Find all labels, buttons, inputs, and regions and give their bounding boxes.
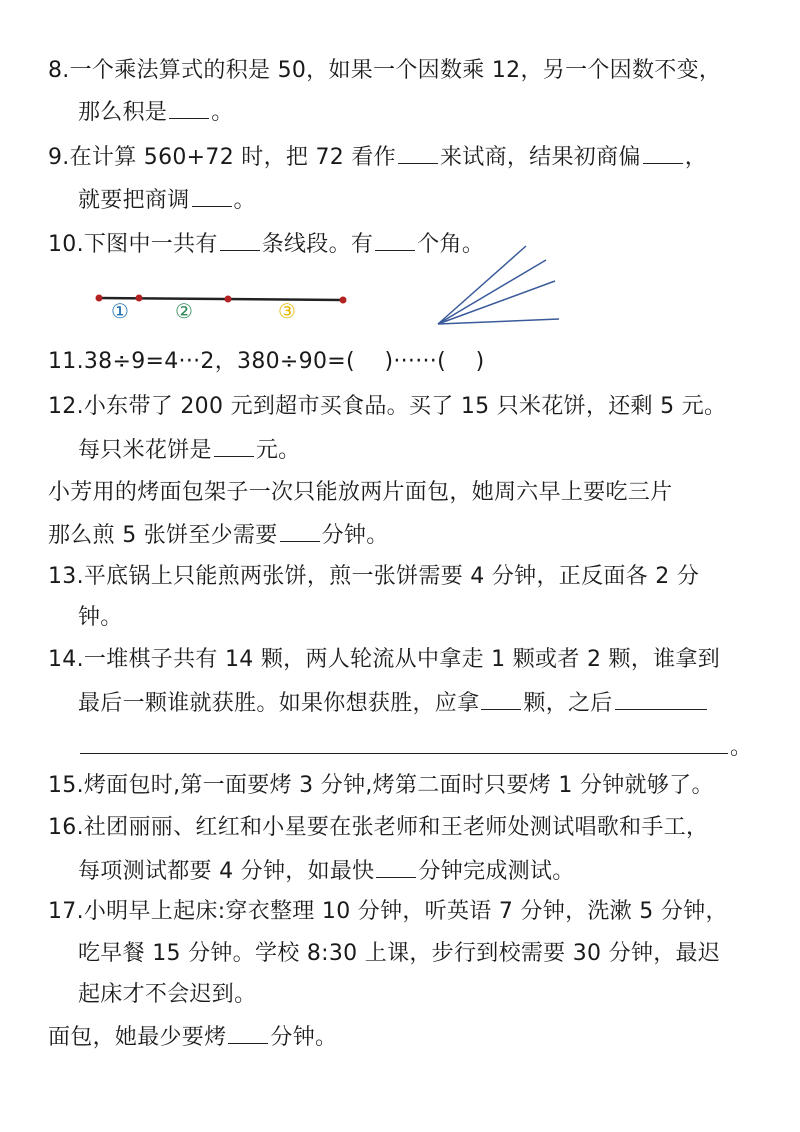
- segment-point-d: [340, 297, 347, 304]
- segment-label-1: ①: [111, 299, 129, 323]
- segment-point-b: [136, 295, 143, 302]
- ray-4: [438, 319, 559, 324]
- q16-line1: 16.社团丽丽、红红和小星要在张老师和王老师处测试唱歌和手工，: [48, 815, 709, 840]
- q12-line1: 12.小东带了 200 元到超市买食品。买了 15 只米花饼，还剩 5 元。: [48, 394, 727, 419]
- q12-line2: 每只米花饼是 元。: [78, 434, 300, 466]
- q9-blank1[interactable]: [398, 141, 438, 164]
- ray-2: [438, 260, 546, 324]
- segment-label-2: ②: [175, 299, 193, 323]
- segment-point-a: [96, 295, 103, 302]
- q13-line2: 钟。: [78, 605, 123, 630]
- q8-line2: 那么积是 。: [78, 96, 234, 128]
- q10-figure: [0, 240, 800, 340]
- q9-line2: 就要把商调 。: [78, 184, 256, 216]
- q14-line1: 14.一堆棋子共有 14 颗，两人轮流从中拿走 1 颗或者 2 颗，谁拿到: [48, 647, 721, 672]
- q9-line1: 9.在计算 560+72 时，把 72 看作 来试商，结果初商偏 ，: [48, 141, 707, 173]
- extra-line3: 面包，她最少要烤 分钟。: [48, 1021, 337, 1053]
- extra2-blank[interactable]: [280, 519, 320, 542]
- segment-point-c: [225, 296, 232, 303]
- q13-line1: 13.平底锅上只能煎两张饼，煎一张饼需要 4 分钟，正反面各 2 分: [48, 564, 700, 589]
- angle-figure: [438, 246, 559, 324]
- q15-line: 15.烤面包时,第一面要烤 3 分钟,烤第二面时只要烤 1 分钟就够了。: [48, 773, 714, 798]
- q16-line2: 每项测试都要 4 分钟，如最快 分钟完成测试。: [78, 855, 575, 887]
- extra3-blank[interactable]: [228, 1021, 268, 1044]
- q14-blank1[interactable]: [481, 687, 521, 710]
- q12-blank[interactable]: [214, 434, 254, 457]
- q11-line: 11.38÷9=4···2，380÷90=( )······( ): [48, 349, 485, 374]
- segment-figure: [96, 295, 347, 324]
- q17-line2: 吃早餐 15 分钟。学校 8:30 上课，步行到校需要 30 分钟，最迟: [78, 941, 721, 966]
- q14-blank3[interactable]: [80, 731, 728, 754]
- segment-label-3: ③: [278, 299, 296, 323]
- q17-line1: 17.小明早上起床:穿衣整理 10 分钟，听英语 7 分钟，洗漱 5 分钟，: [48, 899, 728, 924]
- q16-blank[interactable]: [376, 855, 416, 878]
- q8-line1: 8.一个乘法算式的积是 50，如果一个因数乘 12，另一个因数不变，: [48, 58, 722, 83]
- q8-blank[interactable]: [169, 96, 209, 119]
- q14-line2: 最后一颗谁就获胜。如果你想获胜，应拿 颗，之后: [78, 687, 709, 719]
- q9-blank2[interactable]: [643, 141, 683, 164]
- q14-line3: 。: [78, 731, 752, 763]
- extra-line1: 小芳用的烤面包架子一次只能放两片面包，她周六早上要吃三片: [48, 480, 673, 505]
- q14-blank2[interactable]: [615, 687, 707, 710]
- ray-1: [438, 246, 526, 324]
- q9-blank3[interactable]: [192, 184, 232, 207]
- extra-line2: 那么煎 5 张饼至少需要 分钟。: [48, 519, 389, 551]
- ray-3: [438, 281, 555, 324]
- q10-line1: 10.下图中一共有 条线段。有 个角。: [48, 228, 484, 260]
- q17-line3: 起床才不会迟到。: [78, 982, 257, 1007]
